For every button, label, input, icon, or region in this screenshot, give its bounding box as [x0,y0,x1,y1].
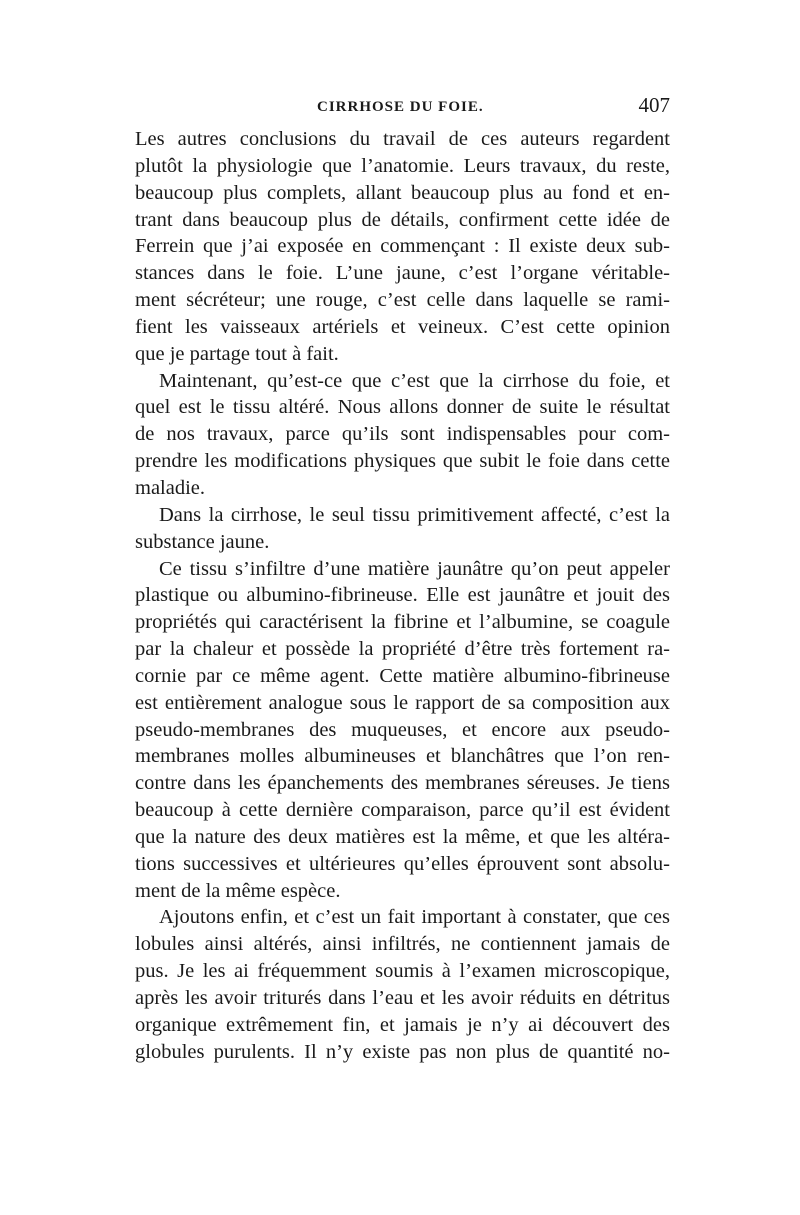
text-line: globules purulents. Il n’y existe pas non plus de quantité no- [135,1040,670,1063]
text-line: plastique ou albumino-fibrineuse. Elle est jaunâtre et jouit des [135,584,670,607]
text-line: beaucoup plus complets, allant beaucoup plus au fond et en- [135,181,670,204]
text-line: par la chaleur et possède la propriété d’être très fortement ra- [135,638,670,661]
text-line: Ajoutons enfin, et c’est un fait important à constater, que ces [159,906,670,929]
text-line: ment sécréteur; une rouge, c’est celle dans laquelle se rami- [135,289,670,312]
text-line: fient les vaisseaux artériels et veineux. C’est cette opinion [135,315,670,338]
text-line: stances dans le foie. L’une jaune, c’est l’organe véritable- [135,262,670,285]
text-line: membranes molles albumineuses et blanchâtres que l’on ren- [135,745,670,768]
text-line: est entièrement analogue sous le rapport de sa composition aux [135,691,670,714]
text-line: Ferrein que j’ai exposée en commençant : Il existe deux sub- [135,235,670,258]
text-line: Dans la cirrhose, le seul tissu primitivement affecté, c’est la [159,503,670,526]
text-line: contre dans les épanchements des membranes séreuses. Je tiens [135,772,670,795]
text-line: pseudo-membranes des muqueuses, et encore aux pseudo- [135,718,670,741]
page-header [135,93,670,123]
text-line: plutôt la physiologie que l’anatomie. Leurs travaux, du reste, [135,154,670,177]
page-number: 407 [638,93,670,117]
text-line: quel est le tissu altéré. Nous allons donner de suite le résultat [135,396,670,419]
text-line: que je partage tout à fait. [135,342,339,365]
text-line: Ce tissu s’infiltre d’une matière jaunâtre qu’on peut appeler [159,557,670,580]
text-line: maladie. [135,476,206,499]
text-line: propriétés qui caractérisent la fibrine et l’albumine, se coagule [135,611,670,634]
text-line: après les avoir triturés dans l’eau et les avoir réduits en détritus [135,987,670,1009]
text-line: substance jaune. [135,530,270,553]
text-line: Les autres conclusions du travail de ces auteurs regardent [135,128,670,150]
text-line: que la nature des deux matières est la même, et que les altéra- [135,825,670,848]
running-title: CIRRHOSE DU FOIE. [317,99,484,115]
text-line: pus. Je les ai fréquemment soumis à l’examen microscopique, [135,960,670,983]
text-line: beaucoup à cette dernière comparaison, parce qu’il est évident [135,799,670,822]
body-text [135,126,670,1066]
text-line: de nos travaux, parce qu’ils sont indispensables pour com- [135,423,670,446]
text-line: Maintenant, qu’est-ce que c’est que la cirrhose du foie, et [159,369,670,392]
text-line: trant dans beaucoup plus de détails, confirment cette idée de [135,208,670,231]
text-line: organique extrêmement fin, et jamais je n’y ai découvert des [135,1013,670,1036]
text-line: ment de la même espèce. [135,879,341,902]
text-line: lobules ainsi altérés, ainsi infiltrés, ne contiennent jamais de [135,933,670,956]
text-line: tions successives et ultérieures qu’elles éprouvent sont absolu- [135,852,670,875]
text-line: prendre les modifications physiques que subit le foie dans cette [135,450,670,473]
text-line: cornie par ce même agent. Cette matière albumino-fibrineuse [135,664,670,687]
